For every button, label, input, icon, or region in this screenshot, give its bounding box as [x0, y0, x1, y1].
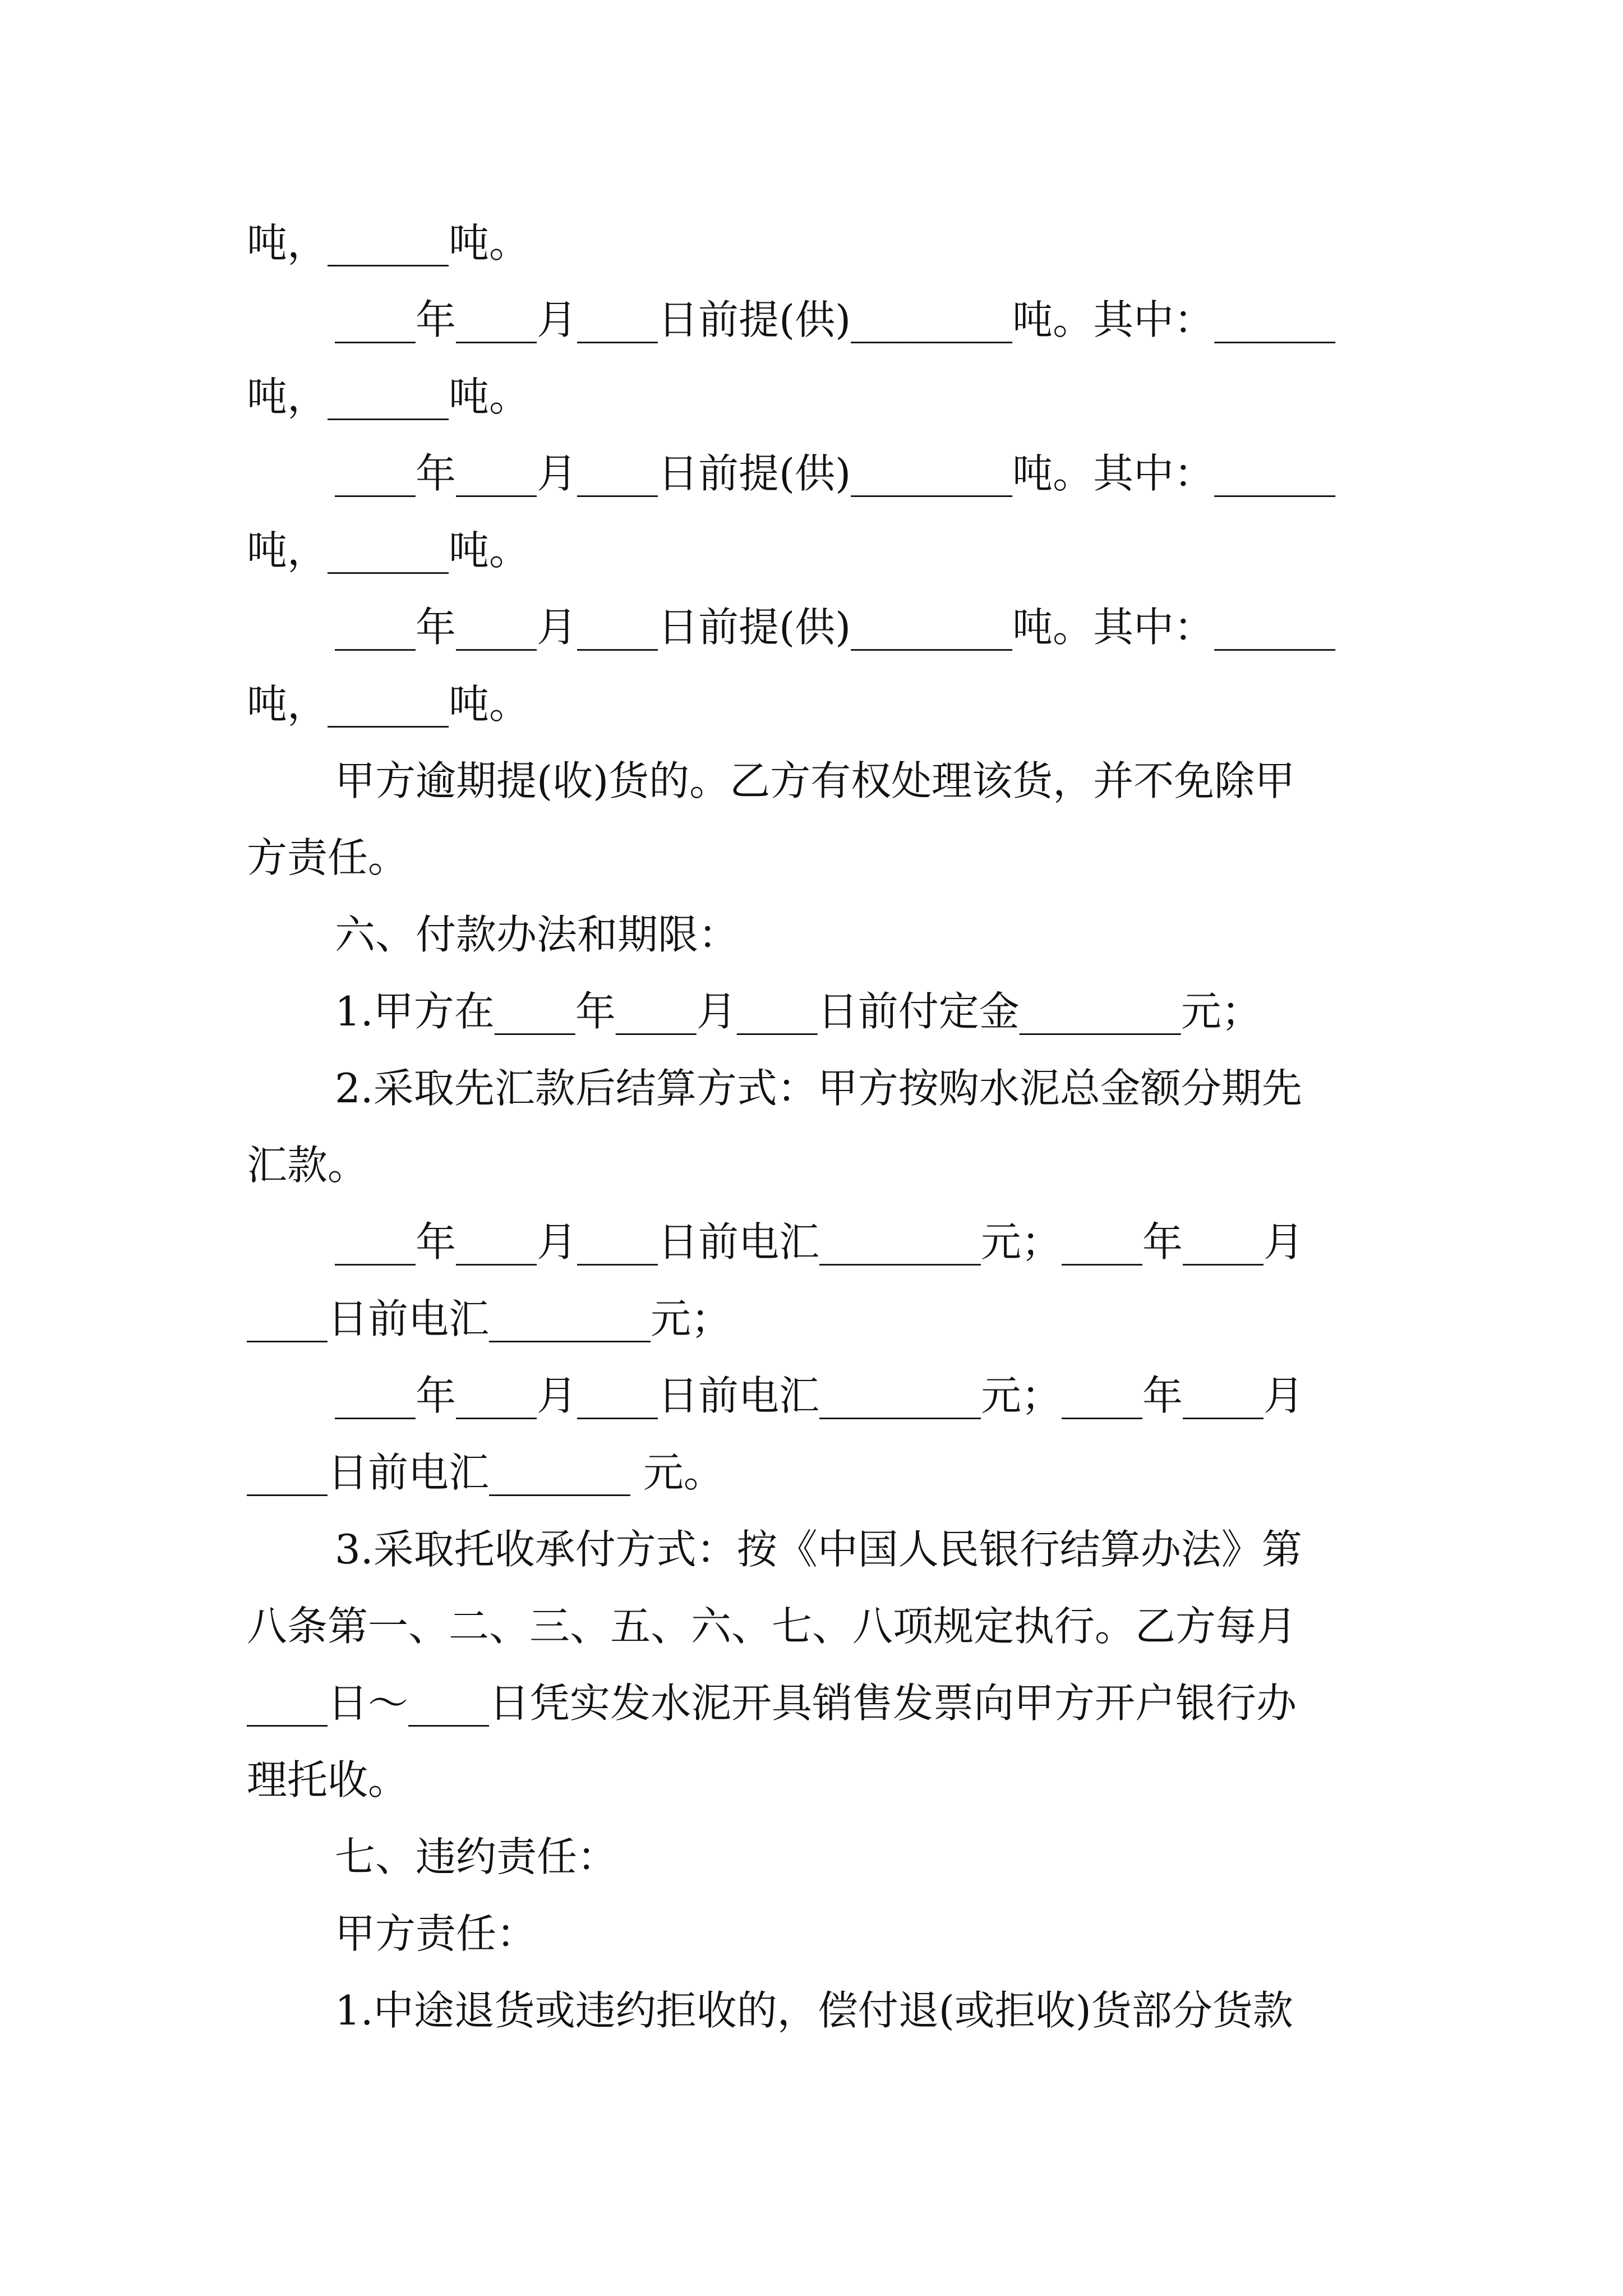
line-text: 甲方责任： [335, 1910, 537, 1957]
text-line [247, 673, 1623, 735]
line-text: 1.中途退货或违约拒收的，偿付退(或拒收)货部分货款 [335, 1987, 1293, 2034]
text-line [247, 1442, 1623, 1503]
section-heading [335, 904, 1623, 965]
line-text: ____日～____日凭实发水泥开具销售发票向甲方开户银行办 [247, 1680, 1297, 1727]
line-text: ____年____月____日前电汇________元；____年____月 [335, 1372, 1304, 1419]
text-line [335, 1211, 1623, 1273]
line-text: 七、违约责任： [335, 1833, 618, 1880]
line-text: 吨，______吨。 [247, 219, 530, 266]
text-line [247, 212, 1623, 274]
text-line [247, 1672, 1623, 1734]
line-text: 甲方逾期提(收)货的。乙方有权处理该货，并不免除甲 [335, 757, 1295, 804]
text-line [335, 443, 1623, 504]
text-line [335, 1365, 1623, 1427]
line-text: ____年____月____日前电汇________元；____年____月 [335, 1218, 1304, 1266]
text-line [247, 827, 1623, 889]
text-line [335, 1057, 1623, 1119]
text-line [335, 289, 1623, 351]
text-line [247, 1288, 1623, 1350]
line-text: ____年____月____日前提(供)________吨。其中：______ [335, 450, 1336, 497]
line-text: ____年____月____日前提(供)________吨。其中：______ [335, 604, 1336, 651]
line-text: 3.采取托收承付方式：按《中国人民银行结算办法》第 [335, 1526, 1302, 1573]
text-line [247, 1749, 1623, 1811]
line-text: 理托收。 [247, 1756, 409, 1803]
line-text: 八条第一、二、三、五、六、七、八项规定执行。乙方每月 [247, 1603, 1297, 1650]
line-text: ____日前电汇_______ 元。 [247, 1449, 724, 1496]
line-text: 六、付款办法和期限： [335, 911, 739, 958]
line-text: ____日前电汇________元； [247, 1295, 732, 1342]
text-line [247, 366, 1623, 427]
text-line [335, 1519, 1623, 1580]
line-text: 汇款。 [247, 1142, 368, 1189]
text-line [247, 519, 1623, 581]
text-line [247, 1134, 1623, 1196]
line-text: 1.甲方在____年____月____日前付定金________元； [335, 988, 1262, 1035]
text-line [335, 750, 1623, 812]
text-line [335, 1980, 1623, 2041]
text-line [247, 1595, 1623, 1657]
text-line [335, 981, 1623, 1042]
text-line [335, 1903, 1623, 1964]
section-heading [335, 1826, 1623, 1888]
line-text: 方责任。 [247, 834, 409, 881]
line-text: 2.采取先汇款后结算方式：甲方按购水泥总金额分期先 [335, 1065, 1302, 1112]
line-text: 吨，______吨。 [247, 373, 530, 420]
line-text: 吨，______吨。 [247, 680, 530, 728]
line-text: ____年____月____日前提(供)________吨。其中：______ [335, 296, 1336, 343]
text-line [335, 596, 1623, 658]
line-text: 吨，______吨。 [247, 527, 530, 574]
